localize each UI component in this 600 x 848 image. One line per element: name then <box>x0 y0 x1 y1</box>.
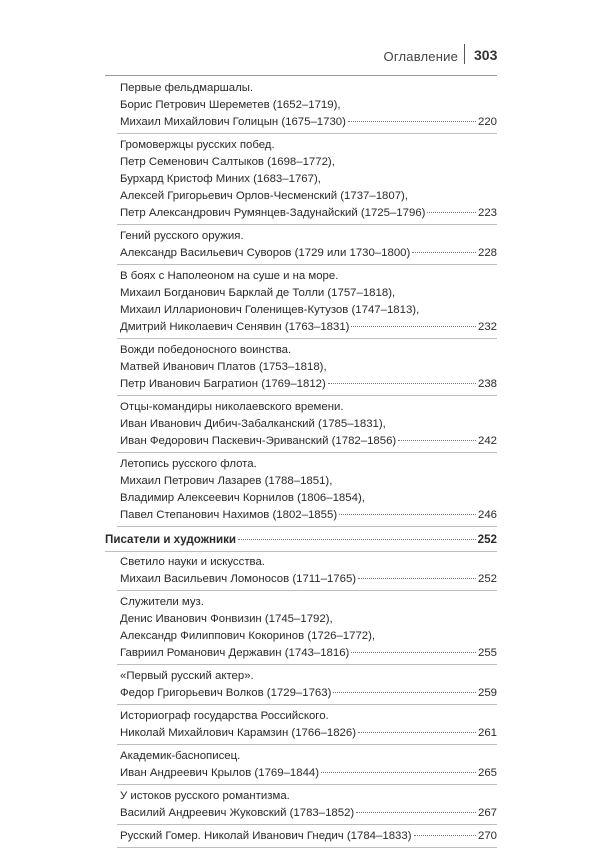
toc-entry-last-line <box>120 828 497 845</box>
toc-entry-title: Михаил Васильевич Ломоносов (1711–1765) <box>120 573 357 585</box>
toc-entry-page-number: 259 <box>477 687 497 699</box>
toc-entry-line: Академик-баснописец. <box>120 750 241 762</box>
toc-entry-line: Первые фельдмаршалы. <box>120 82 254 94</box>
page-number: 303 <box>474 47 498 63</box>
toc-entry-title: Иван Андреевич Крылов (1769–1844) <box>120 767 320 779</box>
toc-entry[interactable] <box>117 265 497 339</box>
toc-group-military <box>105 78 497 527</box>
dot-leader <box>412 252 476 253</box>
toc-entry-line: Служители муз. <box>120 596 204 608</box>
toc-entry-title: Александр Васильевич Суворов (1729 или 1730–1800) <box>120 247 411 259</box>
toc-entry[interactable] <box>117 745 497 785</box>
toc-entry-last-line <box>120 245 497 262</box>
toc-entry-title: Петр Александрович Румянцев-Задунайский (1725–1796) <box>120 207 426 219</box>
toc-entry-page-number: 267 <box>477 807 497 819</box>
dot-leader <box>348 121 476 122</box>
toc-entry-title: Николай Михайлович Карамзин (1766–1826) <box>120 727 357 739</box>
dot-leader <box>358 732 476 733</box>
toc-entry-line: Александр Филиппович Кокоринов (1726–1772), <box>120 630 376 642</box>
toc-entry[interactable] <box>117 225 497 265</box>
toc-entry-title: Василий Андреевич Жуковский (1783–1852) <box>120 807 355 819</box>
toc-entry[interactable] <box>117 396 497 453</box>
dot-leader <box>398 440 476 441</box>
toc-entry-page-number: 261 <box>477 727 497 739</box>
toc-entry-line: У истоков русского романтизма. <box>120 790 290 802</box>
toc-entry-line: Иван Иванович Дибич-Забалканский (1785–1831), <box>120 418 386 430</box>
toc-entry-line: Денис Иванович Фонвизин (1745–1792), <box>120 613 333 625</box>
toc-entry-page-number: 228 <box>477 247 497 259</box>
dot-leader <box>358 578 476 579</box>
toc-entry-title: Петр Иванович Багратион (1769–1812) <box>120 378 326 390</box>
toc-entry-line: Борис Петрович Шереметев (1652–1719), <box>120 99 341 111</box>
toc-entry-line: Громовержцы русских побед. <box>120 139 275 151</box>
toc-entry-page-number: 246 <box>477 509 497 521</box>
toc-entry-title: Русский Гомер. Николай Иванович Гнедич (1784–1833) <box>120 830 412 842</box>
toc-entry-last-line <box>120 685 497 702</box>
toc-entry[interactable] <box>117 134 497 225</box>
toc-entry-line: Историограф государства Российского. <box>120 710 329 722</box>
section-page-number: 252 <box>477 533 497 546</box>
toc-entry-line: Михаил Илларионович Голенищев-Кутузов (1747–1813), <box>120 304 420 316</box>
toc-entry-page-number: 255 <box>477 647 497 659</box>
toc-entry-page-number: 223 <box>477 207 497 219</box>
dot-leader <box>351 326 476 327</box>
toc-entry[interactable] <box>117 665 497 705</box>
toc-entry-page-number: 232 <box>477 321 497 333</box>
dot-leader <box>356 812 476 813</box>
toc-entry-last-line <box>120 205 497 222</box>
toc-entry-last-line <box>120 507 497 524</box>
toc-entry-line: Владимир Алексеевич Корнилов (1806–1854), <box>120 492 365 504</box>
toc-entry-title: Иван Федорович Паскевич-Эриванский (1782–1856) <box>120 435 397 447</box>
toc-entry-line: Михаил Богданович Барклай де Толли (1757–1818), <box>120 287 396 299</box>
toc-entry[interactable] <box>117 339 497 396</box>
toc-entry-line: Петр Семенович Салтыков (1698–1772), <box>120 156 335 168</box>
toc-entry-line: В боях с Наполеоном на суше и на море. <box>120 270 339 282</box>
toc-entry[interactable] <box>117 453 497 527</box>
toc-entry[interactable] <box>117 552 497 591</box>
toc-entry[interactable] <box>117 705 497 745</box>
toc-entry-last-line <box>120 114 497 131</box>
toc-entry-title: Павел Степанович Нахимов (1802–1855) <box>120 509 338 521</box>
dot-leader <box>351 652 476 653</box>
dot-leader <box>328 383 476 384</box>
toc-entry-title: Гавриил Романович Державин (1743–1816) <box>120 647 350 659</box>
toc-entry-last-line <box>120 319 497 336</box>
dot-leader <box>333 692 476 693</box>
toc-entry-line: «Первый русский актер». <box>120 670 254 682</box>
toc-entry-line: Светило науки и искусства. <box>120 556 265 568</box>
section-title: Писатели и художники <box>105 533 237 546</box>
page-header <box>0 0 600 78</box>
dot-leader <box>321 772 476 773</box>
toc-entry-page-number: 220 <box>477 116 497 128</box>
toc-entry-last-line <box>120 433 497 450</box>
header-rule <box>105 75 497 76</box>
toc-entry-page-number: 270 <box>477 830 497 842</box>
dot-leader <box>339 514 476 515</box>
toc-entry-line: Алексей Григорьевич Орлов-Чесменский (1737–1807), <box>120 190 409 202</box>
toc-entry-line: Гений русского оружия. <box>120 230 244 242</box>
toc-entry-last-line <box>120 571 497 588</box>
toc-group-writers <box>105 552 497 848</box>
toc-entry-title: Дмитрий Николаевич Сенявин (1763–1831) <box>120 321 350 333</box>
toc-entry-page-number: 242 <box>477 435 497 447</box>
toc-entry-line: Бурхард Кристоф Миних (1683–1767), <box>120 173 321 185</box>
toc-entry[interactable] <box>117 825 497 848</box>
toc-entry-last-line <box>120 765 497 782</box>
toc-entry-title: Федор Григорьевич Волков (1729–1763) <box>120 687 332 699</box>
table-of-contents <box>105 78 497 848</box>
toc-entry-last-line <box>120 725 497 742</box>
dot-leader <box>427 212 476 213</box>
toc-entry-page-number: 252 <box>477 573 497 585</box>
dot-leader <box>414 835 476 836</box>
toc-entry-last-line <box>120 805 497 822</box>
toc-entry-page-number: 238 <box>477 378 497 390</box>
toc-entry-title: Михаил Михайлович Голицын (1675–1730) <box>120 116 346 128</box>
toc-entry-line: Вожди победоносного воинства. <box>120 344 292 356</box>
running-title: Оглавление <box>383 49 458 64</box>
toc-entry[interactable] <box>117 785 497 825</box>
toc-entry[interactable] <box>117 591 497 665</box>
toc-entry-last-line <box>120 376 497 393</box>
toc-entry-line: Матвей Иванович Платов (1753–1818), <box>120 361 327 373</box>
toc-entry-line: Михаил Петрович Лазарев (1788–1851), <box>120 475 333 487</box>
header-separator <box>464 44 465 64</box>
toc-entry[interactable] <box>117 78 497 134</box>
toc-entry-line: Отцы-командиры николаевского времени. <box>120 401 344 413</box>
toc-entry-page-number: 265 <box>477 767 497 779</box>
toc-entry-line: Летопись русского флота. <box>120 458 257 470</box>
toc-section-heading[interactable] <box>105 527 497 552</box>
dot-leader <box>238 539 476 540</box>
toc-entry-last-line <box>120 645 497 662</box>
